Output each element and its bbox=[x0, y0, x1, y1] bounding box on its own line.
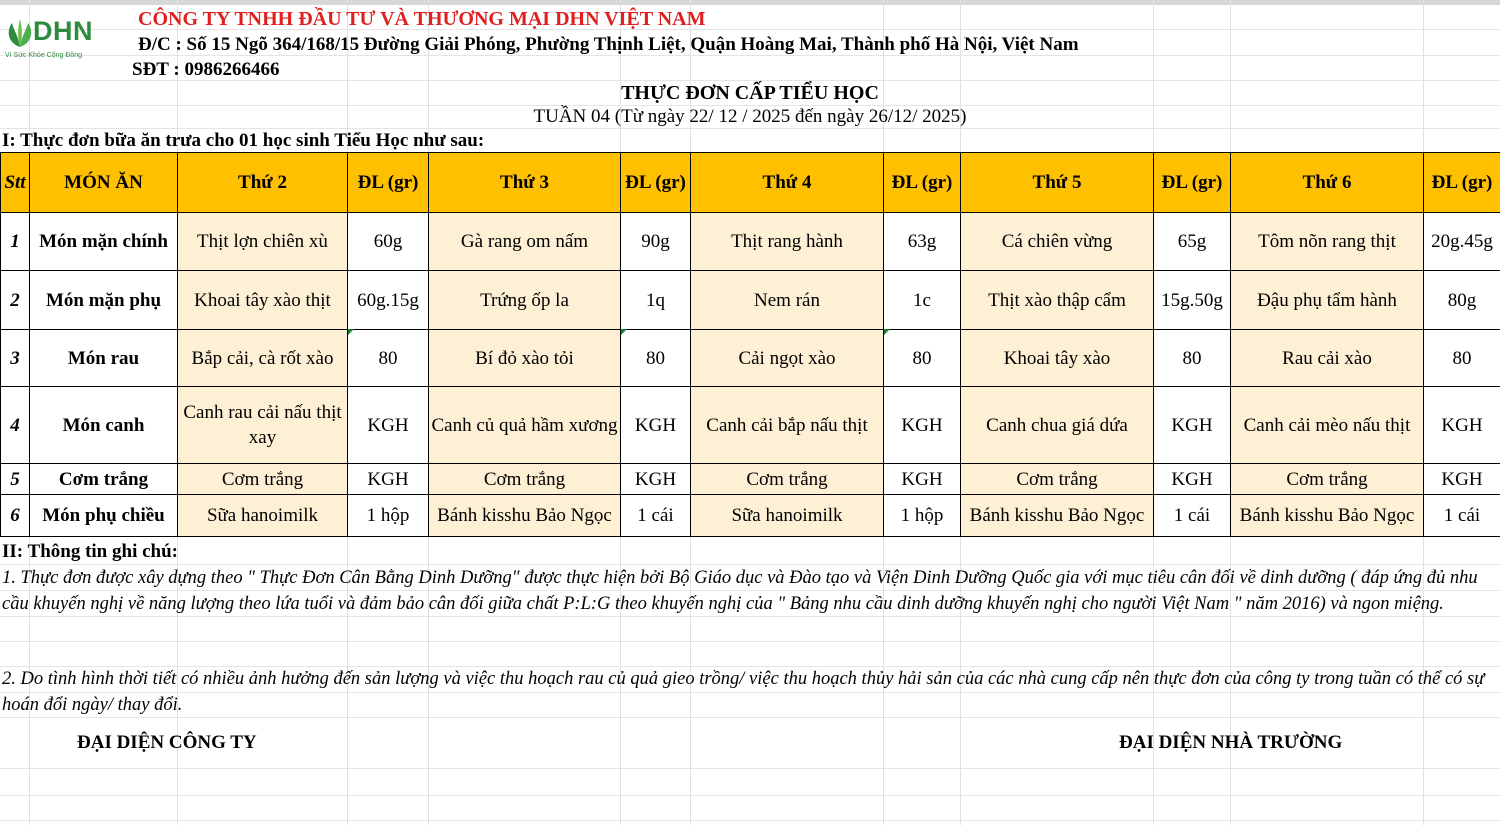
amount-cell[interactable]: KGH bbox=[348, 464, 429, 495]
note-2: 2. Do tình hình thời tiết có nhiều ảnh hưởng đến sản lượng và việc thu hoạch rau củ quả gieo trồng/ việc thu hoạch thủy hải sản của các nhà cung cấp nên thực đơn của công ty trong tuần có thể có sự hoán đổi ngày/ thay đổi. bbox=[2, 669, 1485, 715]
dish-cell[interactable]: Canh cải mèo nấu thịt bbox=[1231, 387, 1424, 464]
amount-cell[interactable]: KGH bbox=[884, 464, 961, 495]
dish-cell[interactable]: Gà rang om nấm bbox=[429, 213, 621, 271]
amount-cell[interactable]: KGH bbox=[1424, 387, 1500, 464]
amount-cell[interactable]: 60g.15g bbox=[348, 271, 429, 330]
amount-cell[interactable]: 65g bbox=[1154, 213, 1231, 271]
dish-cell[interactable]: Khoai tây xào thịt bbox=[178, 271, 348, 330]
row-number-cell[interactable]: 3 bbox=[1, 330, 30, 387]
category-cell[interactable]: Món mặn phụ bbox=[30, 271, 178, 330]
amount-cell[interactable]: 80 bbox=[1154, 330, 1231, 387]
dish-cell[interactable]: Bánh kisshu Bảo Ngọc bbox=[429, 495, 621, 537]
header-cell[interactable]: Thứ 2 bbox=[178, 153, 348, 213]
dish-cell[interactable]: Cá chiên vừng bbox=[961, 213, 1154, 271]
amount-cell[interactable]: 80 bbox=[621, 330, 691, 387]
amount-cell[interactable]: 20g.45g bbox=[1424, 213, 1500, 271]
comment-marker-icon[interactable] bbox=[621, 329, 627, 335]
category-cell[interactable]: Món rau bbox=[30, 330, 178, 387]
table-row bbox=[1, 495, 1500, 537]
amount-cell[interactable]: 1 hộp bbox=[348, 495, 429, 537]
logo-text: DHN bbox=[33, 16, 93, 46]
dish-cell[interactable]: Bánh kisshu Bảo Ngọc bbox=[961, 495, 1154, 537]
header-cell[interactable]: ĐL (gr) bbox=[621, 153, 691, 213]
category-cell[interactable]: Món mặn chính bbox=[30, 213, 178, 271]
amount-cell[interactable]: 1 cái bbox=[1154, 495, 1231, 537]
header-cell[interactable]: Thứ 3 bbox=[429, 153, 621, 213]
amount-cell[interactable]: KGH bbox=[1424, 464, 1500, 495]
dish-cell[interactable]: Cơm trắng bbox=[1231, 464, 1424, 495]
row-number-cell[interactable]: 4 bbox=[1, 387, 30, 464]
dish-cell[interactable]: Tôm nõn rang thịt bbox=[1231, 213, 1424, 271]
company-address: Đ/C : Số 15 Ngõ 364/168/15 Đường Giải Phóng, Phường Thịnh Liệt, Quận Hoàng Mai, Thành phố Hà Nội, Việt Nam bbox=[138, 34, 1079, 55]
dish-cell[interactable]: Canh rau cải nấu thịt xay bbox=[178, 387, 348, 464]
amount-cell[interactable]: 60g bbox=[348, 213, 429, 271]
row-number-cell[interactable]: 1 bbox=[1, 213, 30, 271]
dish-cell[interactable]: Sữa hanoimilk bbox=[691, 495, 884, 537]
header-cell[interactable]: ĐL (gr) bbox=[1424, 153, 1500, 213]
dish-cell[interactable]: Khoai tây xào bbox=[961, 330, 1154, 387]
header-cell[interactable]: ĐL (gr) bbox=[884, 153, 961, 213]
dish-cell[interactable]: Đậu phụ tẩm hành bbox=[1231, 271, 1424, 330]
dish-cell[interactable]: Thịt xào thập cẩm bbox=[961, 271, 1154, 330]
signature-company: ĐẠI DIỆN CÔNG TY bbox=[77, 732, 257, 753]
section-2-heading: II: Thông tin ghi chú: bbox=[2, 541, 178, 562]
amount-cell[interactable]: KGH bbox=[621, 387, 691, 464]
menu-table bbox=[0, 152, 1500, 537]
amount-cell[interactable]: 80 bbox=[1424, 330, 1500, 387]
dish-cell[interactable]: Bánh kisshu Bảo Ngọc bbox=[1231, 495, 1424, 537]
dish-cell[interactable]: Cơm trắng bbox=[691, 464, 884, 495]
amount-cell[interactable]: 90g bbox=[621, 213, 691, 271]
signature-school: ĐẠI DIỆN NHÀ TRƯỜNG bbox=[1119, 732, 1343, 753]
header-cell[interactable]: Stt bbox=[1, 153, 30, 213]
header-cell[interactable]: Thứ 5 bbox=[961, 153, 1154, 213]
amount-cell[interactable]: 15g.50g bbox=[1154, 271, 1231, 330]
row-number-cell[interactable]: 5 bbox=[1, 464, 30, 495]
table-row bbox=[1, 330, 1500, 387]
dish-cell[interactable]: Thịt lợn chiên xù bbox=[178, 213, 348, 271]
amount-cell[interactable]: 1 cái bbox=[1424, 495, 1500, 537]
dish-cell[interactable]: Canh cải bắp nấu thịt bbox=[691, 387, 884, 464]
amount-cell[interactable]: KGH bbox=[1154, 387, 1231, 464]
page-title: THỰC ĐƠN CẤP TIỂU HỌC bbox=[621, 82, 879, 104]
dish-cell[interactable]: Cơm trắng bbox=[429, 464, 621, 495]
comment-marker-icon[interactable] bbox=[348, 329, 354, 335]
header-cell[interactable]: ĐL (gr) bbox=[348, 153, 429, 213]
dish-cell[interactable]: Nem rán bbox=[691, 271, 884, 330]
leaf-icon bbox=[4, 17, 36, 51]
amount-cell[interactable]: 1 cái bbox=[621, 495, 691, 537]
section-1-heading: I: Thực đơn bữa ăn trưa cho 01 học sinh Tiểu Học như sau: bbox=[2, 130, 485, 151]
amount-cell[interactable]: 63g bbox=[884, 213, 961, 271]
dish-cell[interactable]: Cơm trắng bbox=[961, 464, 1154, 495]
amount-cell[interactable]: KGH bbox=[884, 387, 961, 464]
row-number-cell[interactable]: 2 bbox=[1, 271, 30, 330]
table-row bbox=[1, 387, 1500, 464]
table-row bbox=[1, 213, 1500, 271]
category-cell[interactable]: Món phụ chiều bbox=[30, 495, 178, 537]
table-header-row bbox=[1, 153, 1500, 213]
category-cell[interactable]: Cơm trắng bbox=[30, 464, 178, 495]
comment-marker-icon[interactable] bbox=[884, 329, 890, 335]
dish-cell[interactable]: Cơm trắng bbox=[178, 464, 348, 495]
amount-cell[interactable]: KGH bbox=[621, 464, 691, 495]
amount-cell[interactable]: 80 bbox=[884, 330, 961, 387]
header-cell[interactable]: Thứ 4 bbox=[691, 153, 884, 213]
company-phone: SĐT : 0986266466 bbox=[132, 59, 280, 80]
table-row bbox=[1, 271, 1500, 330]
amount-cell[interactable]: 1q bbox=[621, 271, 691, 330]
dish-cell[interactable]: Trứng ốp la bbox=[429, 271, 621, 330]
dish-cell[interactable]: Bắp cải, cà rốt xào bbox=[178, 330, 348, 387]
dish-cell[interactable]: Canh chua giá dứa bbox=[961, 387, 1154, 464]
header-cell[interactable]: Thứ 6 bbox=[1231, 153, 1424, 213]
amount-cell[interactable]: 80 bbox=[348, 330, 429, 387]
dish-cell[interactable]: Sữa hanoimilk bbox=[178, 495, 348, 537]
week-subtitle: TUẦN 04 (Từ ngày 22/ 12 / 2025 đến ngày 26/12/ 2025) bbox=[533, 106, 967, 127]
amount-cell[interactable]: KGH bbox=[1154, 464, 1231, 495]
note-1: 1. Thực đơn được xây dựng theo " Thực Đơn Cân Bằng Dinh Dưỡng" được thực hiện bởi Bộ Giáo dục và Đào tạo và Viện Dinh Dưỡng Quốc gia với mục tiêu cân đối về dinh dưỡng ( đáp ứng đủ nhu cầu khuyến nghị về năng lượng theo lứa tuổi và đảm bảo cân đối giữa chất P:L:G theo khuyến nghị của " Bảng nhu cầu dinh dưỡng khuyến nghị cho người Việt Nam " năm 2016) và ngon miệng. bbox=[2, 568, 1478, 614]
amount-cell[interactable]: 1 hộp bbox=[884, 495, 961, 537]
logo-slogan: Vì Sức Khỏe Cộng Đồng bbox=[5, 52, 83, 59]
dish-cell[interactable]: Rau cải xào bbox=[1231, 330, 1424, 387]
header-cell[interactable]: MÓN ĂN bbox=[30, 153, 178, 213]
amount-cell[interactable]: 80g bbox=[1424, 271, 1500, 330]
amount-cell[interactable]: KGH bbox=[348, 387, 429, 464]
header-cell[interactable]: ĐL (gr) bbox=[1154, 153, 1231, 213]
spreadsheet-top-strip bbox=[0, 0, 1500, 5]
dish-cell[interactable]: Cải ngọt xào bbox=[691, 330, 884, 387]
dish-cell[interactable]: Bí đỏ xào tỏi bbox=[429, 330, 621, 387]
dish-cell[interactable]: Thịt rang hành bbox=[691, 213, 884, 271]
company-name: CÔNG TY TNHH ĐẦU TƯ VÀ THƯƠNG MẠI DHN VIỆT NAM bbox=[138, 8, 706, 30]
row-number-cell[interactable]: 6 bbox=[1, 495, 30, 537]
category-cell[interactable]: Món canh bbox=[30, 387, 178, 464]
dish-cell[interactable]: Canh củ quả hầm xương bbox=[429, 387, 621, 464]
table-row bbox=[1, 464, 1500, 495]
amount-cell[interactable]: 1c bbox=[884, 271, 961, 330]
